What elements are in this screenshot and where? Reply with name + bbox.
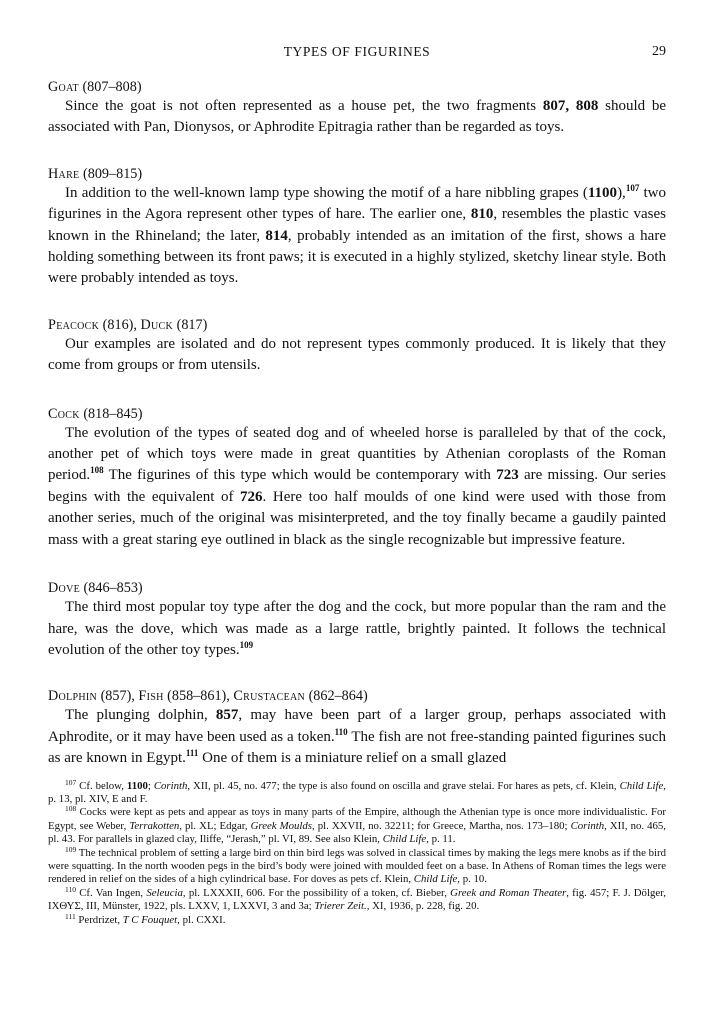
catalogue-ref: 807, 808 xyxy=(542,98,599,114)
catalogue-ref: 814 xyxy=(265,227,288,244)
text-run: , may have been part of a larger group, perhaps associated with Aphrodite, or it may have been used as a token. xyxy=(48,707,666,745)
text-run: , resembles the plastic vases known in the Rhineland; the later, xyxy=(48,206,666,244)
heading-label: Fish xyxy=(138,688,164,705)
section-peacock-duck xyxy=(48,316,666,377)
section-cock xyxy=(48,405,666,551)
text-run: , pl. XL; Edgar, xyxy=(179,819,251,832)
text-run: ), xyxy=(617,184,626,201)
text-run: , pl. CXXI. xyxy=(177,913,226,926)
heading-label: Dove xyxy=(48,580,80,597)
text-run: The plunging dolphin, xyxy=(65,707,216,724)
footnote-107 xyxy=(48,777,666,807)
page xyxy=(48,44,666,927)
section-dolphin-fish-crustacean xyxy=(48,687,666,769)
footnote-ref: 109 xyxy=(239,639,254,650)
heading-label: Duck xyxy=(140,316,174,333)
section-goat xyxy=(48,78,666,139)
text-run: In addition to the well-known lamp type showing the motif of a hare nibbling grapes ( xyxy=(65,184,588,201)
catalogue-ref: 723 xyxy=(496,467,519,484)
text-run: The evolution of the types of seated dog and of wheeled horse is paralleled by that of the cock, another pet of which toys were made in great quantities by Athenian coroplasts of the Roman period. xyxy=(48,424,666,484)
text-run: . Here too half moulds of one kind were used with those from another series, much of the original was misinterpreted, and the toy finally became a gaudily painted mass with a great staring eye outlined in black as the single recognizable but impressive feature. xyxy=(48,488,666,548)
paragraph-dove xyxy=(48,597,666,661)
text-run: , p. 13, pl. XIV, E and F. xyxy=(48,779,666,805)
text-run: Since the goat is not often represented as a house pet, the two fragments xyxy=(65,98,543,114)
citation-title: Greek and Roman Theater xyxy=(450,886,567,899)
citation-title: Corinth xyxy=(570,819,605,832)
heading-label: Crustacean xyxy=(233,688,306,705)
text-run: The technical problem of setting a large bird on thin bird legs was solved in classical times by making the legs mere knobs as if the bird were squatting. In the north wooden pegs in the bird’s body were joined with moulded feet on a base. In Athens of Roman times the legs were rendered in relief on the sides of a high cylindrical base. For doves as pets cf. Klein, xyxy=(48,846,666,886)
text-run: are missing. Our series begins with the equivalent of xyxy=(48,467,667,505)
citation-title: Terrakotten xyxy=(129,819,180,832)
footnotes xyxy=(48,777,667,927)
citation-title: Greek Moulds xyxy=(250,819,313,832)
text-run: , pl. XXVII, no. 32211; for Greece, Martha, nos. 173–180; xyxy=(312,819,571,832)
catalogue-ref: 726 xyxy=(240,488,263,505)
section-dove xyxy=(48,579,666,661)
catalogue-ref: 857 xyxy=(215,707,239,724)
heading-label: Goat xyxy=(48,79,79,95)
text-run: , p. 10. xyxy=(457,873,487,886)
heading-label: Hare xyxy=(48,165,80,182)
heading-range: (809–815) xyxy=(83,165,143,182)
section-heading-cock xyxy=(48,405,666,423)
paragraph-hare xyxy=(48,183,666,290)
footnote-108 xyxy=(48,806,666,846)
heading-label: Peacock xyxy=(48,316,100,333)
section-heading-goat xyxy=(48,78,666,96)
text-run: The fish are not free-standing painted figurines such as are known in Egypt. xyxy=(48,728,666,767)
footnote-111 xyxy=(48,911,666,927)
section-hare xyxy=(48,165,666,290)
page-number: 29 xyxy=(652,44,666,59)
citation-title: Seleucia xyxy=(146,886,183,899)
text-run: Cf. below, xyxy=(76,779,127,792)
catalogue-ref: 1100 xyxy=(126,779,148,792)
text-run: two figurines in the Agora represent other types of hare. The earlier one, xyxy=(48,184,667,223)
text-run: , XI, 1936, p. 228, fig. 20. xyxy=(366,900,480,913)
footnote-number: 107 xyxy=(65,777,77,787)
footnote-number: 108 xyxy=(65,804,77,814)
heading-range: (858–861), xyxy=(167,688,230,705)
footnote-ref: 108 xyxy=(90,465,104,476)
section-heading-peacock-duck xyxy=(48,316,666,334)
page-header-title: TYPES OF FIGURINES xyxy=(283,44,431,59)
heading-range: (857), xyxy=(100,688,135,705)
heading-range: (862–864) xyxy=(308,688,368,705)
heading-range: (817) xyxy=(176,316,208,333)
footnote-number: 111 xyxy=(65,911,76,921)
text-run: One of them is a miniature relief on a small glazed xyxy=(198,750,507,767)
paragraph-goat xyxy=(48,96,666,139)
catalogue-ref: 810 xyxy=(470,206,494,223)
text-run: , pl. LXXXII, 606. For the possibility of a token, cf. Bieber, xyxy=(182,886,451,899)
text-run: The figurines of this type which would be contemporary with xyxy=(103,467,497,484)
paragraph-peacock-duck: Our examples are isolated and do not represent types commonly produced. It is likely that they come from groups or from utensils. xyxy=(48,335,666,374)
text-run: Perdrizet, xyxy=(75,913,123,926)
text-run: , fig. 457; F. J. Dölger, ΙΧΘΥΣ, III, Münster, 1922, pls. LXXV, 1, LXXVI, 3 and 3a; xyxy=(48,886,667,913)
footnote-ref: 111 xyxy=(185,748,199,759)
text-run: , XII, no. 465, pl. 43. For parallels in glazed clay, Iliffe, “Jerash,” pl. VI, 89. See also Klein, xyxy=(48,819,666,846)
citation-title: Trierer Zeit. xyxy=(314,900,367,913)
heading-label: Cock xyxy=(48,405,80,422)
text-run: The third most popular toy type after the dog and the cock, but more popular than the ram and the hare, was the dove, which was made as a large rattle, brightly painted. It follows the technical evolution of the other toy types. xyxy=(48,599,666,658)
text-run: should be associated with Pan, Dionysos, or Aphrodite Epitragia rather than be regarded as toys. xyxy=(48,98,667,136)
text-run: , p. 11. xyxy=(426,833,456,846)
footnote-number: 110 xyxy=(65,884,76,894)
catalogue-ref: 1100 xyxy=(587,184,618,201)
text-run: ; xyxy=(147,779,154,792)
paragraph-dolphin xyxy=(48,705,666,769)
footnote-ref: 107 xyxy=(625,182,640,193)
heading-range: (807–808) xyxy=(82,79,142,95)
heading-label: Dolphin xyxy=(48,688,98,705)
citation-title: T C Fouquet xyxy=(122,913,178,926)
section-heading-hare xyxy=(48,165,666,183)
text-run: Cocks were kept as pets and appear as toys in many parts of the Empire, although the Athenian type is once more individualistic. For Egypt, see Weber, xyxy=(48,806,666,832)
citation-title: Child Life xyxy=(413,873,458,886)
footnote-ref: 110 xyxy=(334,726,348,737)
section-heading-dolphin xyxy=(48,687,666,705)
citation-title: Corinth xyxy=(153,779,188,792)
heading-range: (816), xyxy=(102,316,137,333)
paragraph-cock xyxy=(48,423,666,551)
text-run: , XII, pl. 45, no. 477; the type is also found on oscilla and grave stelai. For hares as pets, cf. Klein, xyxy=(187,779,620,792)
footnote-109 xyxy=(48,844,666,887)
footnote-110 xyxy=(48,884,667,914)
heading-range: (818–845) xyxy=(83,405,143,422)
footnote-number: 109 xyxy=(65,844,77,854)
heading-range: (846–853) xyxy=(83,580,143,597)
text-run: Cf. Van Ingen, xyxy=(75,886,147,899)
citation-title: Child Life xyxy=(619,779,664,792)
text-run: , probably intended as an imitation of the first, shows a hare holding something between its front paws; it is executed in a highly stylized, sketchy linear style. Both were probably intended as toys. xyxy=(48,227,666,287)
running-head xyxy=(48,44,666,64)
citation-title: Child Life xyxy=(382,833,427,846)
section-heading-dove xyxy=(48,579,666,597)
